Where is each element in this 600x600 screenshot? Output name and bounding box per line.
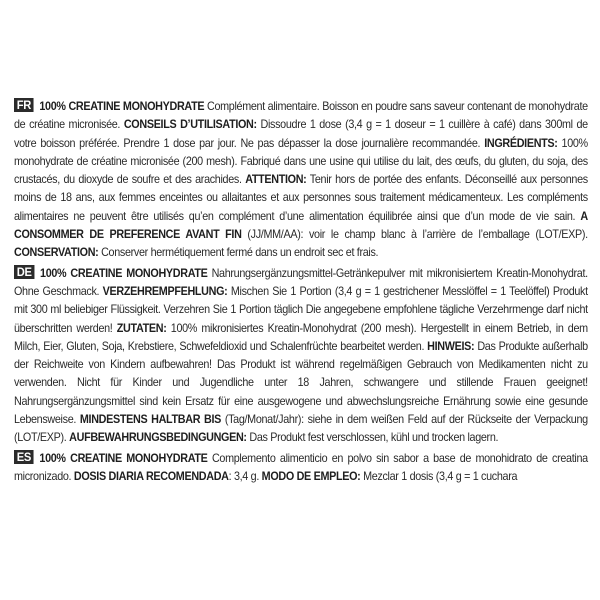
usage-text-de: Mischen Sie 1 Portion (3,4 g = 1 gestrichener Messlöffel = 1 Teelöffel) Produkt mit 300 ml beliebiger Flüssigkeit. Verzehren Sie 1 Portion täglich Die angegebene empfohlene tägliche Verzehrmenge darf nicht überschritten werden! xyxy=(14,284,588,335)
language-tag-de: DE xyxy=(14,265,34,279)
description-de: Nahrungsergänzungsmittel-Getränkepulver mit mikronisiertem Kreatin-Monohydrat. Ohne Geschmack. xyxy=(14,266,588,298)
product-label-text xyxy=(14,98,588,488)
heading-usage-fr: CONSEILS D’UTILISATION: xyxy=(123,118,257,132)
heading-attention-fr: ATTENTION: xyxy=(245,173,307,187)
heading-storage-fr: CONSERVATION: xyxy=(14,246,99,260)
section-fr xyxy=(14,98,588,263)
storage-text-fr: Conserver hermétiquement fermé dans un endroit sec et frais. xyxy=(98,246,379,260)
best-before-text-de: (Tag/Monat/Jahr): siehe in dem weißen Feld auf der Rückseite der Verpackung (LOT/EXP). xyxy=(14,413,588,445)
attention-text-fr: Tenir hors de portée des enfants. Déconseillé aux personnes moins de 18 ans, aux femmes enceintes ou allaitantes et aux personnes sous traitement médicamenteux. Les compléments alimentaires ne peuvent être utilisés qu’en complément d’une alimentation équilibrée ainsi que d’un mode de vie sain. xyxy=(14,173,588,223)
product-title-es: 100% CREATINE MONOHYDRATE xyxy=(39,451,208,465)
heading-usage-de: VERZEHREMPFEHLUNG: xyxy=(102,284,228,298)
daily-dose-text-es: : 3,4 g. xyxy=(228,469,262,483)
heading-warning-de: HINWEIS: xyxy=(427,339,475,353)
ingredients-text-de: 100% mikronisiertes Kreatin-Monohydrat (200 mesh). Hergestellt in einem Betrieb, in dem Milch, Eier, Gluten, Soja, Krebstiere, Schwefeldioxid und Schalenfrüchte bearbeitet werden. xyxy=(14,321,588,353)
storage-text-de: Das Produkt fest verschlossen, kühl und trocken lagern. xyxy=(246,431,499,445)
heading-storage-de: AUFBEWAHRUNGSBEDINGUNGEN: xyxy=(69,431,247,445)
ingredients-text-fr: 100% monohydrate de créatine micronisée (200 mesh). Fabriqué dans une usine qui utilise du lait, des œufs, du gluten, du soja, des crustacés, du dioxyde de soufre et des arachides. xyxy=(14,136,588,187)
usage-text-fr: Dissoudre 1 dose (3,4 g = 1 doseur = 1 cuillère à café) dans 300ml de votre boisson préférée. Prendre 1 dose par jour. Ne pas dépasser la dose journalière recommandée. xyxy=(14,118,588,150)
heading-best-before-de: MINDESTENS HALTBAR BIS xyxy=(79,413,221,427)
description-es: Complemento alimenticio en polvo sin sabor a base de monohidrato de creatina micronizado. xyxy=(14,451,588,483)
usage-text-es: Mezclar 1 dosis (3,4 g = 1 cuchara xyxy=(360,469,518,483)
product-title-de: 100% CREATINE MONOHYDRATE xyxy=(40,266,208,280)
description-fr: Complément alimentaire. Boisson en poudre sans saveur contenant de monohydrate de créatine micronisée. xyxy=(14,100,588,132)
language-tag-es: ES xyxy=(14,450,34,464)
heading-daily-dose-es: DOSIS DIARIA RECOMENDADA xyxy=(73,469,229,483)
heading-best-before-fr: A CONSOMMER DE PREFERENCE AVANT FIN xyxy=(14,209,588,242)
product-title-fr: 100% CREATINE MONOHYDRATE xyxy=(39,100,205,113)
section-es xyxy=(14,450,588,487)
warning-text-de: Das Produkte außerhalb der Reichweite von Kindern aufbewahren! Das Produkt ist während regelmäßigen Gebrauch von Medikamenten nicht zu verwenden. Nicht für Kinder und Jugendliche unter 18 Jahren, schwangere und stillende Frauen geeignet! Nahrungsergänzungsmittel sind kein Ersatz für eine ausgewogene und abwechslungsreiche Ernährung sowie eine gesunde Lebensweise. xyxy=(14,339,588,427)
best-before-text-fr: (JJ/MM/AA): voir le champ blanc à l’arrière de l’emballage (LOT/EXP). xyxy=(241,228,588,242)
language-tag-fr: FR xyxy=(14,98,34,112)
heading-usage-es: MODO DE EMPLEO: xyxy=(261,469,361,483)
heading-ingredients-de: ZUTATEN: xyxy=(116,321,167,335)
heading-ingredients-fr: INGRÉDIENTS: xyxy=(484,136,558,150)
section-de xyxy=(14,265,588,448)
